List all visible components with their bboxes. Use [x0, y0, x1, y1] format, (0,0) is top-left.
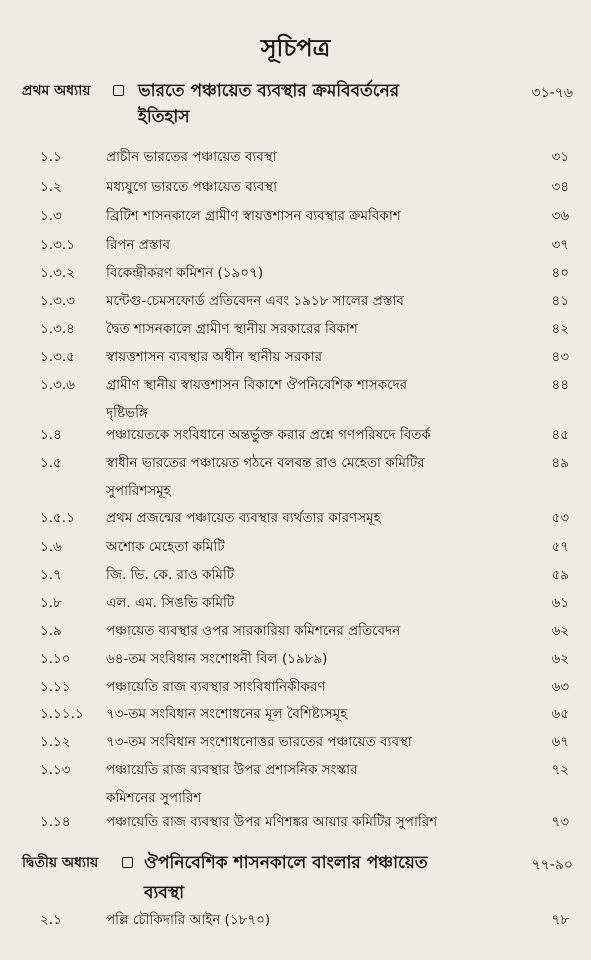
entry-number: ১.৫	[40, 455, 62, 471]
entry-page-number: ৩১	[551, 149, 569, 165]
entry-title: রিপন প্রস্তাব	[106, 237, 171, 253]
entry-title: ব্রিটিশ শাসনকালে গ্রামীণ স্বায়ত্তশাসন ব্যবস্থার ক্রমবিকাশ	[106, 208, 401, 224]
entry-number: ১.৫.১	[40, 510, 75, 526]
chapter-page-range: ৭৭-৯০	[531, 857, 573, 873]
page-title: সূচিপত্র	[260, 34, 331, 62]
entry-number: ১.৩.৬	[40, 377, 75, 393]
entry-page-number: ৪০	[551, 265, 569, 281]
entry-number: ১.৮	[40, 595, 62, 611]
chapter-title-line: ভারতে পঞ্চায়েত ব্যবস্থার ক্রমবিবর্তনের	[138, 81, 400, 101]
entry-title: ৬৪-তম সংবিধান সংশোধনী বিল (১৯৮৯)	[106, 651, 328, 667]
entry-title: গ্রামীণ স্থানীয় স্বায়ত্তশাসন বিকাশে ঔপনিবেশিক শাসকদের	[106, 377, 408, 393]
entry-page-number: ৬৭	[551, 734, 569, 750]
entry-page-number: ৭২	[551, 762, 569, 778]
entry-number: ১.৩.১	[40, 237, 75, 253]
entry-page-number: ৪২	[551, 321, 569, 337]
entry-number: ১.১	[40, 149, 62, 165]
entry-title: দ্বৈত শাসনকালে গ্রামীণ স্থানীয় সরকারের বিকাশ	[106, 321, 358, 337]
entry-number: ১.১৪	[40, 814, 71, 830]
entry-title: মন্টেগু-চেমসফোর্ড প্রতিবেদন এবং ১৯১৮ সালের প্রস্তাব	[106, 293, 404, 309]
entry-page-number: ৭৮	[551, 912, 569, 928]
entry-page-number: ৪৩	[551, 349, 569, 365]
entry-title: জি. ভি. কে. রাও কমিটি	[106, 567, 235, 583]
entry-number: ১.৪	[40, 427, 62, 443]
entry-number: ১.১৩	[40, 762, 71, 778]
chapter-heading-2	[22, 850, 577, 906]
entry-title: ৭৩-তম সংবিধান সংশোধনের মূল বৈশিষ্ট্যসমূহ	[106, 706, 348, 722]
entry-number: ১.৩.৪	[40, 321, 75, 337]
chapter-title-line: ব্যবস্থা	[144, 883, 185, 903]
entry-page-number: ৫৭	[551, 539, 569, 555]
entry-number: ১.৬	[40, 539, 62, 555]
entry-page-number: ৩৪	[551, 179, 569, 195]
entry-page-number: ৬৩	[551, 679, 569, 695]
entry-number: ১.৩.৩	[40, 293, 75, 309]
entry-page-number: ৬১	[551, 595, 569, 611]
entry-page-number: ৬৫	[551, 706, 569, 722]
entry-title: স্বায়ত্তশাসন ব্যবস্থার অধীন স্থানীয় সরকার	[106, 349, 323, 365]
entry-number: ১.১২	[40, 734, 71, 750]
chapter-label: দ্বিতীয় অধ্যায়	[22, 855, 99, 871]
entry-number: ১.৩	[40, 208, 62, 224]
entry-number: ১.৭	[40, 567, 62, 583]
entry-page-number: ৪৫	[551, 427, 569, 443]
entry-number: ১.১১	[40, 679, 71, 695]
entry-page-number: ৩৭	[551, 237, 569, 253]
entry-number: ১.৯	[40, 623, 62, 639]
entry-title: বিকেন্দ্রীকরণ কমিশন (১৯০৭)	[106, 265, 264, 281]
entry-number: ২.১	[40, 912, 62, 928]
chapter-page-range: ৩১-৭৬	[531, 85, 573, 101]
entry-title: এল. এম. সিঙভি কমিটি	[106, 595, 235, 611]
entry-page-number: ৪১	[551, 293, 569, 309]
entry-page-number: ৬২	[551, 623, 569, 639]
entry-title: অশোক মেহেতা কমিটি	[106, 539, 225, 555]
entry-title: পঞ্চায়েতি রাজ ব্যবস্থার উপর প্রশাসনিক সংস্কার	[106, 762, 358, 778]
entry-number: ১.৩.৫	[40, 349, 75, 365]
entry-title: পঞ্চায়েতি রাজ ব্যবস্থার উপর মণিশঙ্কর আয়ার কমিটির সুপারিশ	[106, 814, 438, 830]
entry-page-number: ৫৯	[551, 567, 569, 583]
entry-number: ১.১১.১	[40, 706, 84, 722]
entry-page-number: ৪৯	[551, 455, 569, 471]
entry-title: স্বাধীন ভারতের পঞ্চায়েত গঠনে বলবন্ত রাও মেহেতা কমিটির	[106, 455, 425, 471]
entry-title: পঞ্চায়েতকে সংবিধানে অন্তর্ভুক্ত করার প্রশ্নে গণপরিষদে বিতর্ক	[106, 427, 431, 443]
entry-page-number: ৭৩	[551, 814, 569, 830]
entry-title: পঞ্চায়েত ব্যবস্থার ওপর সারকারিয়া কমিশনের প্রতিবেদন	[106, 623, 401, 639]
entry-title: প্রথম প্রজন্মের পঞ্চায়েত ব্যবস্থার ব্যর্থতার কারণসমূহ	[106, 510, 381, 526]
entry-number: ১.২	[40, 179, 62, 195]
entry-title: ৭৩-তম সংবিধান সংশোধনোত্তর ভারতের পঞ্চায়েত ব্যবস্থা	[106, 734, 412, 750]
entry-title: পঞ্চায়েতি রাজ ব্যবস্থার সাংবিধানিকীকরণ	[106, 679, 326, 695]
entry-title: মধ্যযুগে ভারতে পঞ্চায়েত ব্যবস্থা	[106, 179, 278, 195]
entry-title: প্রাচীন ভারতের পঞ্চায়েত ব্যবস্থা	[106, 149, 277, 165]
chapter-title-line: ইতিহাস	[138, 107, 190, 127]
chapter-title-line: ঔপনিবেশিক শাসনকালে বাংলার পঞ্চায়েত	[144, 853, 428, 873]
entry-title: দৃষ্টিভঙ্গি	[106, 405, 148, 421]
entry-title: কমিশনের সুপারিশ	[106, 790, 202, 806]
entry-page-number: ৫৩	[551, 510, 569, 526]
chapter-label: প্রথম অধ্যায়	[22, 83, 91, 99]
entry-page-number: ৩৬	[551, 208, 569, 224]
entry-number: ১.১০	[40, 651, 71, 667]
entry-page-number: ৬২	[551, 651, 569, 667]
entry-title: সুপারিশসমূহ	[106, 483, 171, 499]
checkbox-icon	[113, 85, 124, 96]
checkbox-icon	[122, 857, 133, 868]
entry-number: ১.৩.২	[40, 265, 75, 281]
chapter-heading-1	[22, 78, 577, 134]
entry-page-number: ৪৪	[551, 377, 569, 393]
entry-title: পল্লি চৌকিদারি আইন (১৮৭০)	[106, 912, 271, 928]
